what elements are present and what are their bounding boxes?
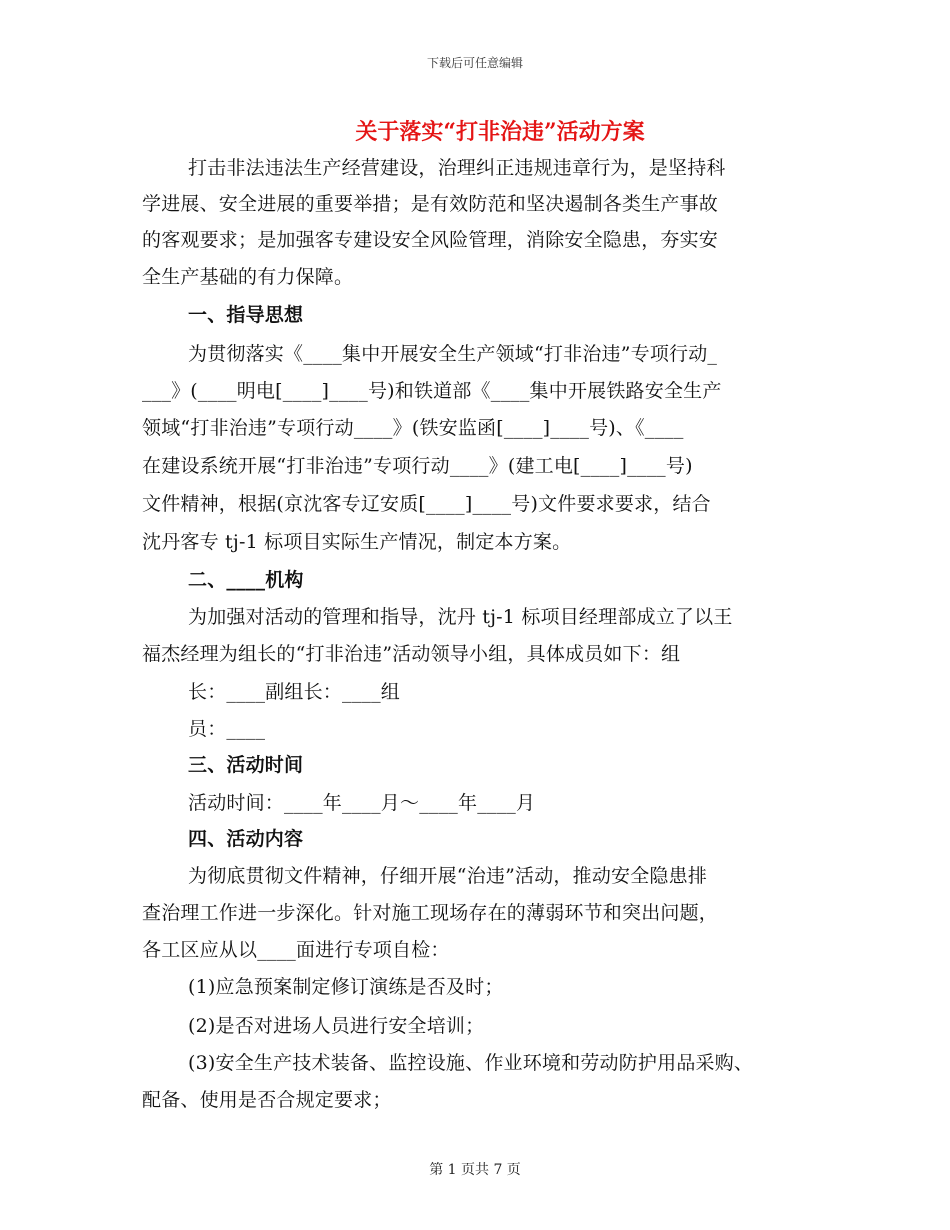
- page-footer: 第 1 页共 7 页: [429, 1162, 521, 1178]
- paragraph-line: 在建设系统开展“打非治违”专项行动____》(建工电[____]____号): [142, 455, 693, 477]
- list-item: (2)是否对进场人员进行安全培训；: [188, 1015, 485, 1037]
- section-heading: 三、活动时间: [188, 754, 304, 776]
- paragraph-line: 员：____: [188, 718, 266, 740]
- paragraph-line: 为加强对活动的管理和指导，沈丹 tj-1 标项目经理部成立了以王: [188, 606, 733, 628]
- paragraph-line: 为贯彻落实《____集中开展安全生产领域“打非治违”专项行动_: [188, 343, 718, 365]
- paragraph-line: 活动时间：____年____月～____年____月: [188, 792, 536, 814]
- paragraph-line: 学进展、安全进展的重要举措；是有效防范和坚决遏制各类生产事故: [142, 193, 719, 215]
- section-heading: 四、活动内容: [188, 828, 304, 850]
- paragraph-line: 打击非法违法生产经营建设，治理纠正违规违章行为，是坚持科: [188, 157, 726, 179]
- paragraph-line: 长：____副组长：____组: [188, 681, 401, 703]
- list-item: (1)应急预案制定修订演练是否及时；: [188, 976, 504, 998]
- paragraph-line: 全生产基础的有力保障。: [142, 266, 354, 288]
- paragraph-line: 各工区应从以____面进行专项自检：: [142, 939, 450, 961]
- paragraph-line: 福杰经理为组长的“打非治违”活动领导小组，具体成员如下：组: [142, 643, 681, 665]
- paragraph-line: 配备、使用是否合规定要求；: [142, 1089, 392, 1111]
- document-title: 关于落实“打非治违”活动方案: [355, 119, 645, 145]
- section-heading: 二、____机构: [188, 569, 304, 591]
- paragraph-line: 查治理工作进一步深化。针对施工现场存在的薄弱环节和突出问题，: [142, 902, 719, 924]
- paragraph-line: ___》(____明电[____]____号)和铁道部《____集中开展铁路安全生产: [142, 380, 722, 402]
- paragraph-line: 沈丹客专 tj-1 标项目实际生产情况，制定本方案。: [142, 531, 572, 553]
- paragraph-line: 文件精神，根据(京沈客专辽安质[____]____号)文件要求要求，结合: [142, 493, 711, 515]
- paragraph-line: 为彻底贯彻文件精神，仔细开展“治违”活动，推动安全隐患排: [188, 865, 708, 887]
- page-header: 下载后可任意编辑: [426, 56, 523, 70]
- list-item: (3)安全生产技术装备、监控设施、作业环境和劳动防护用品采购、: [188, 1052, 754, 1074]
- section-heading: 一、指导思想: [188, 304, 304, 326]
- paragraph-line: 的客观要求；是加强客专建设安全风险管理，消除安全隐患，夯实安: [142, 229, 719, 251]
- paragraph-line: 领域“打非治违”专项行动____》(铁安监函[____]____号)、《____: [142, 417, 684, 439]
